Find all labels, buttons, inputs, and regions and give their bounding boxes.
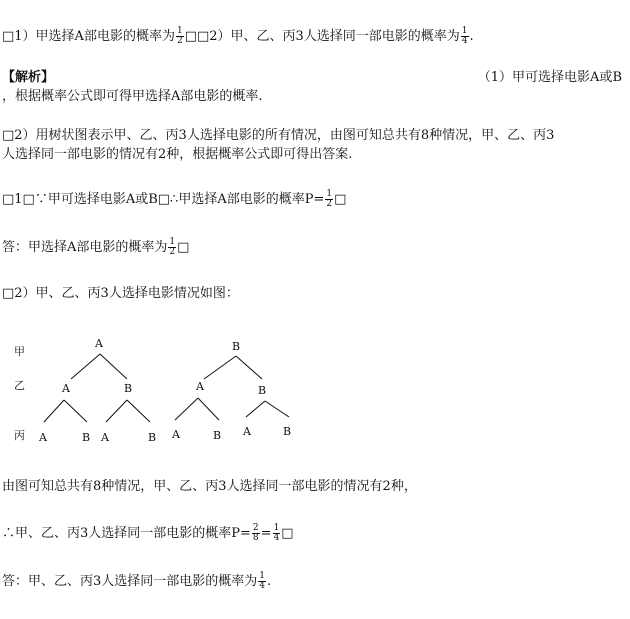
answer-1: 答：甲选择A部电影的概率为 $\frac{1}{2}$ □: [2, 237, 190, 257]
row-label-jia: 甲: [14, 345, 25, 358]
tree-edge: [71, 354, 100, 379]
solution-step2: ∴甲、乙、丙3人选择同一部电影的概率P= $\frac{2}{8}$ = $\frac{1}{4}$ □: [2, 523, 294, 543]
fraction-one-quarter: $\frac{1}{4}$: [259, 571, 266, 591]
question-answer-line: □1）甲选择A部电影的概率为 $\frac{1}{2}$ □□2）甲、乙、丙3人选择同一部电影的概率为 $\frac{1}{4}$ .: [2, 26, 474, 46]
tree-node: B: [213, 429, 222, 442]
analysis-part2-line2: 人选择同一部电影的情况有2种，根据概率公式即可得出答案.: [2, 147, 353, 162]
analysis-part1-text: （1）甲可选择电影A或B: [477, 70, 622, 85]
tree-diagram: [0, 330, 630, 455]
tree-node: B: [82, 431, 91, 444]
tree-node: A: [62, 382, 70, 395]
fraction-one-half: $\frac{1}{2}$: [176, 26, 183, 46]
analysis-part1-continuation: ，根据概率公式即可得甲选择A部电影的概率.: [2, 89, 263, 104]
answer-part2-text: □□2）甲、乙、丙3人选择同一部电影的概率为: [184, 29, 460, 44]
tree-edge: [100, 354, 127, 379]
tree-node: B: [258, 384, 267, 397]
tree-edge: [64, 400, 87, 422]
fraction-two-eighths: $\frac{2}{8}$: [252, 523, 259, 543]
tree-node: B: [232, 340, 241, 353]
tree-node: B: [148, 431, 157, 444]
tree-edge: [44, 400, 64, 422]
tree-edge: [246, 401, 265, 417]
fraction-one-half: $\frac{1}{2}$: [169, 237, 176, 257]
answer-2: 答：甲、乙、丙3人选择同一部电影的概率为 $\frac{1}{4}$ .: [2, 571, 272, 591]
tree-edge: [236, 356, 262, 379]
solution-step1: □1□∵甲可选择电影A或B□∴甲选择A部电影的概率P= $\frac{1}{2}$ □: [2, 189, 347, 209]
tree-edge: [106, 400, 127, 422]
tree-node: A: [95, 337, 103, 350]
tree-node: B: [124, 382, 133, 395]
analysis-part2-line1: □2）用树状图表示甲、乙、丙3人选择电影的所有情况，由图可知总共有8种情况，甲、乙、丙3: [2, 128, 555, 143]
part2-intro: □2）甲、乙、丙3人选择电影情况如图：: [2, 286, 239, 301]
tree-edge: [175, 398, 198, 420]
tree-node: A: [101, 431, 109, 444]
tree-edge: [204, 356, 236, 379]
answer-part1-text: □1）甲选择A部电影的概率为: [2, 29, 175, 44]
tree-node: B: [283, 425, 292, 438]
tree-node: A: [243, 425, 251, 438]
tree-edge: [127, 400, 150, 422]
fraction-one-half: $\frac{1}{2}$: [326, 189, 333, 209]
row-label-bing: 丙: [14, 429, 25, 442]
fraction-one-quarter: $\frac{1}{4}$: [461, 26, 468, 46]
fraction-one-quarter: $\frac{1}{4}$: [273, 523, 280, 543]
tree-node: A: [39, 431, 47, 444]
conclusion-text: 由图可知总共有8种情况，甲、乙、丙3人选择同一部电影的情况有2种，: [2, 479, 417, 494]
analysis-heading: 【解析】: [2, 70, 55, 85]
row-label-yi: 乙: [14, 379, 25, 392]
tree-node: A: [196, 380, 204, 393]
tree-edge: [265, 401, 289, 417]
tree-edge: [198, 398, 219, 420]
tree-node: A: [172, 428, 180, 441]
